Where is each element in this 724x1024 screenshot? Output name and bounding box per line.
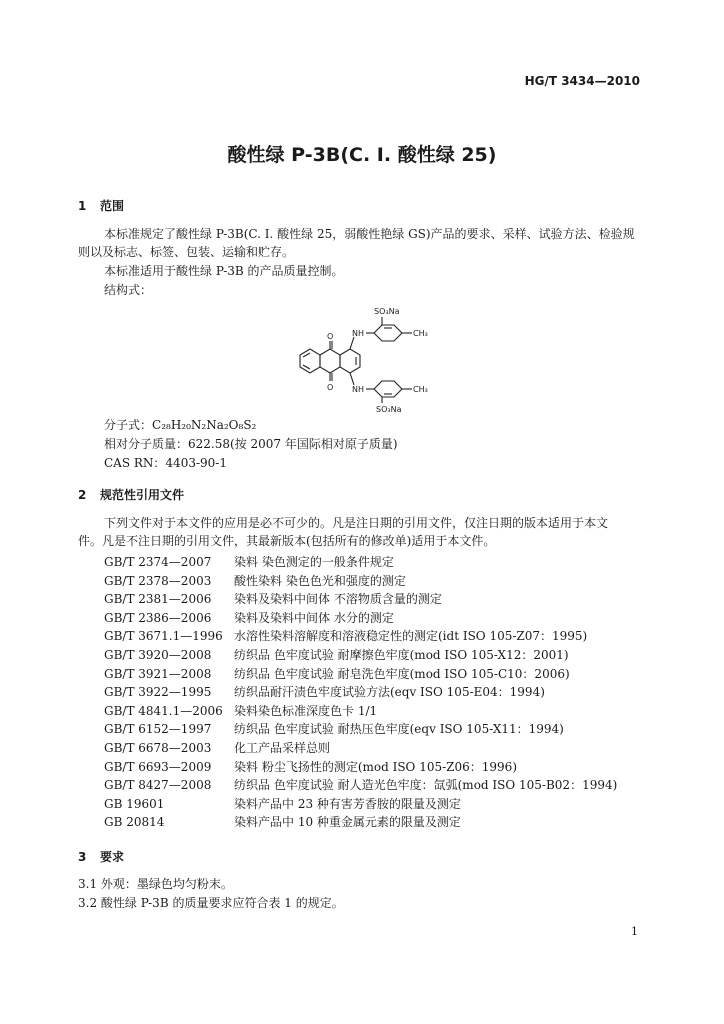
reference-item xyxy=(104,776,617,793)
reference-item xyxy=(104,609,394,626)
section-number: 2 xyxy=(78,488,87,502)
scope-applicability: 本标准适用于酸性绿 P-3B 的产品质量控制。 xyxy=(104,264,344,278)
amine-top-label: NH xyxy=(352,329,364,338)
reference-title: 纺织品耐汗渍色牢度试验方法(eqv ISO 105-E04：1994) xyxy=(234,685,545,700)
structure-label: 结构式： xyxy=(104,283,153,297)
norm-intro-line-1: 下列文件对于本文件的应用是必不可少的。凡是注日期的引用文件，仅注日期的版本适用于本文 xyxy=(104,516,609,530)
left-ring xyxy=(300,349,320,373)
standard-code: HG/T 3434—2010 xyxy=(524,74,640,88)
reference-item xyxy=(104,702,377,719)
reference-title: 染料 粉尘飞扬性的测定(mod ISO 105-Z06：1996) xyxy=(234,759,517,774)
reference-code: GB/T 3671.1—1996 xyxy=(104,629,223,644)
reference-code: GB/T 3922—1995 xyxy=(104,685,212,700)
reference-title: 染料及染料中间体 水分的测定 xyxy=(234,610,394,625)
reference-title: 纺织品 色牢度试验 耐热压色牢度(eqv ISO 105-X11：1994) xyxy=(234,722,564,737)
reference-title: 染料产品中 23 种有害芳香胺的限量及测定 xyxy=(234,796,461,811)
carbonyl-bottom-label: O xyxy=(327,383,334,392)
reference-item xyxy=(104,795,461,812)
amine-bottom-label: NH xyxy=(352,385,364,394)
reference-item xyxy=(104,683,545,700)
carbonyl-top-label: O xyxy=(327,332,334,341)
reference-title: 染料产品中 10 种重金属元素的限量及测定 xyxy=(234,815,461,830)
sulfonate-top-label: SO₃Na xyxy=(374,307,400,316)
reference-title: 染料及染料中间体 不溶物质含量的测定 xyxy=(234,592,442,607)
upper-aryl-ring xyxy=(374,325,402,341)
section-3-heading xyxy=(78,848,124,865)
reference-title: 染料 染色测定的一般条件规定 xyxy=(234,555,394,569)
document-title: 酸性绿 P-3B(C. I. 酸性绿 25) xyxy=(227,144,497,166)
page-number: 1 xyxy=(631,925,638,938)
reference-title: 纺织品 色牢度试验 耐摩擦色牢度(mod ISO 105-X12：2001) xyxy=(234,648,569,662)
reference-item xyxy=(104,572,406,589)
reference-item xyxy=(104,720,564,737)
scope-paragraph-line-1: 本标准规定了酸性绿 P-3B(C. I. 酸性绿 25，弱酸性艳绿 GS)产品的要求、采样、试验方法、检验规 xyxy=(104,227,635,241)
reference-code: GB 19601 xyxy=(104,796,165,811)
reference-code: GB 20814 xyxy=(104,815,165,830)
scope-paragraph-line-2: 则以及标志、标签、包装、运输和贮存。 xyxy=(78,245,295,259)
reference-code: GB/T 6678—2003 xyxy=(104,741,212,755)
reference-title: 纺织品 色牢度试验 耐人造光色牢度：氙弧(mod ISO 105-B02：1994) xyxy=(234,778,618,793)
reference-code: GB/T 4841.1—2006 xyxy=(104,703,223,718)
section-number: 1 xyxy=(78,199,87,213)
lower-aryl-ring xyxy=(374,381,402,397)
section-title: 范围 xyxy=(100,199,125,213)
central-ring xyxy=(320,349,340,373)
reference-code: GB/T 3921—2008 xyxy=(104,666,212,681)
reference-item xyxy=(104,813,461,830)
reference-title: 纺织品 色牢度试验 耐皂洗色牢度(mod ISO 105-C10：2006) xyxy=(234,666,570,681)
section-2-heading xyxy=(78,486,184,503)
reference-code: GB/T 6693—2009 xyxy=(104,759,212,774)
reference-item xyxy=(104,553,394,570)
reference-title: 酸性染料 染色色光和强度的测定 xyxy=(234,573,406,588)
norm-intro-line-2: 件。凡是不注日期的引用文件，其最新版本(包括所有的修改单)适用于本文件。 xyxy=(78,534,496,548)
reference-title: 染料染色标准深度色卡 1/1 xyxy=(234,703,378,718)
requirement-3-1: 3.1 外观：墨绿色均匀粉末。 xyxy=(78,877,233,891)
reference-item xyxy=(104,646,569,663)
reference-code: GB/T 8427—2008 xyxy=(104,778,212,793)
requirement-3-2: 3.2 酸性绿 P-3B 的质量要求应符合表 1 的规定。 xyxy=(78,896,344,910)
reference-code: GB/T 2381—2006 xyxy=(104,592,212,607)
molecular-formula xyxy=(104,417,256,434)
section-title: 规范性引用文件 xyxy=(100,488,185,502)
methyl-top-label: CH₃ xyxy=(413,329,428,338)
reference-code: GB/T 2386—2006 xyxy=(104,610,212,625)
reference-item xyxy=(104,665,570,682)
structural-formula-diagram xyxy=(290,303,450,413)
reference-title: 水溶性染料溶解度和溶液稳定性的测定(idt ISO 105-Z07：1995) xyxy=(234,629,588,644)
reference-code: GB/T 2378—2003 xyxy=(104,573,212,588)
formula-value: C₂₈H₂₀N₂Na₂O₈S₂ xyxy=(152,418,257,432)
reference-item xyxy=(104,739,330,756)
molecular-mass: 相对分子质量：622.58(按 2007 年国际相对原子质量) xyxy=(104,437,398,451)
reference-item xyxy=(104,758,517,775)
sulfonate-bottom-label: SO₃Na xyxy=(376,405,402,413)
reference-item xyxy=(104,590,442,607)
reference-item xyxy=(104,627,587,644)
section-1-heading xyxy=(78,197,124,214)
reference-code: GB/T 3920—2008 xyxy=(104,648,212,662)
reference-code: GB/T 6152—1997 xyxy=(104,722,212,737)
section-number: 3 xyxy=(78,850,87,864)
right-ring xyxy=(340,349,360,373)
section-title: 要求 xyxy=(100,850,125,864)
methyl-bottom-label: CH₃ xyxy=(413,385,428,394)
cas-number: CAS RN：4403-90-1 xyxy=(104,456,227,470)
reference-code: GB/T 2374—2007 xyxy=(104,555,212,569)
reference-title: 化工产品采样总则 xyxy=(234,741,331,755)
formula-label: 分子式： xyxy=(104,418,153,432)
